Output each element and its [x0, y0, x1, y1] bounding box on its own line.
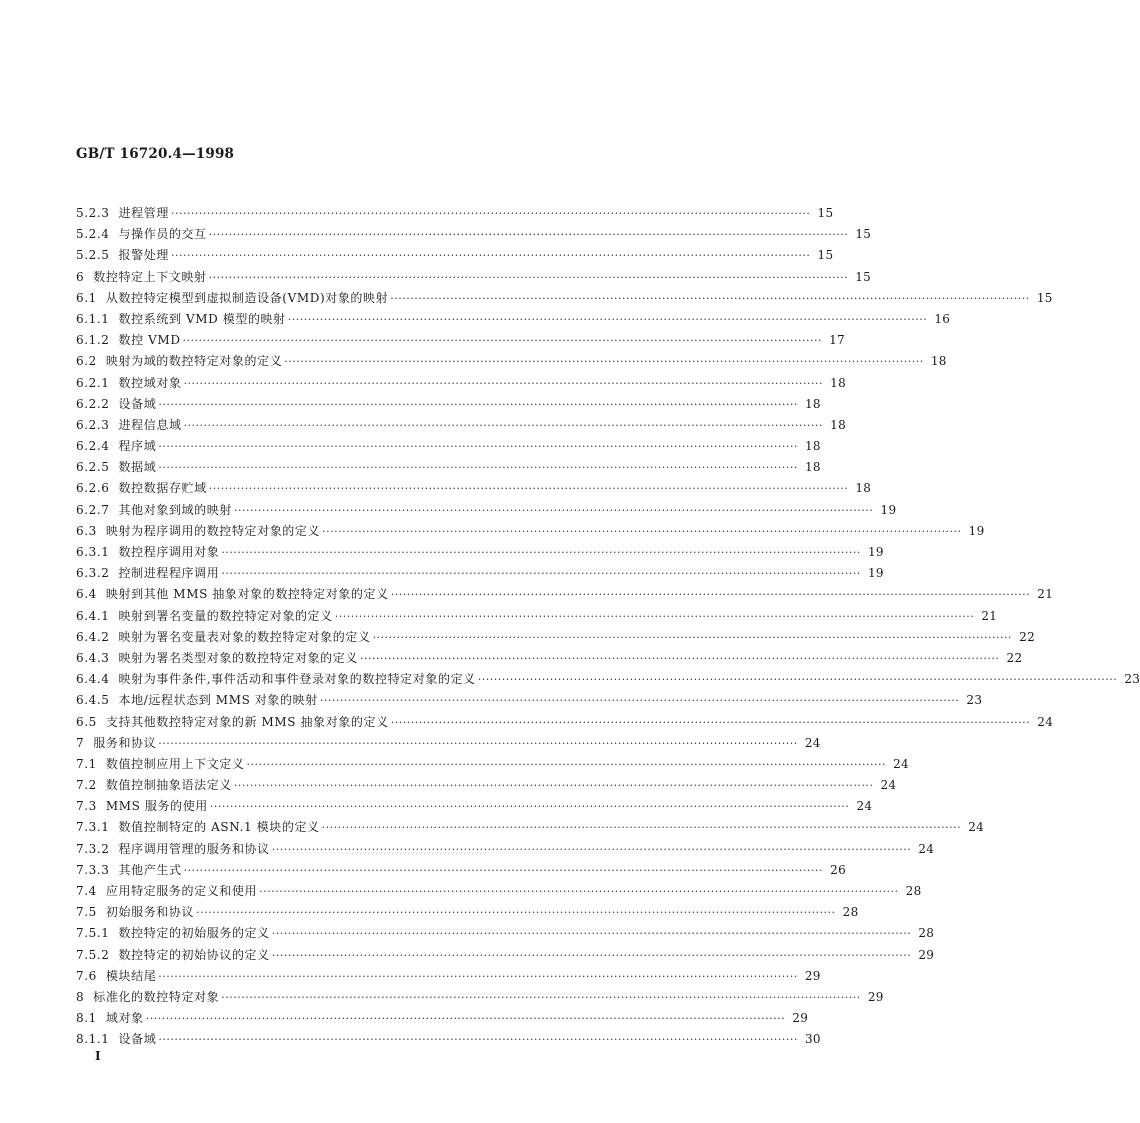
- toc-entry-page: 28: [918, 926, 935, 941]
- toc-entry[interactable]: [76, 585, 1054, 606]
- toc-entry-page: 29: [867, 989, 884, 1004]
- toc-entry-page: 28: [842, 905, 859, 920]
- toc-entry[interactable]: [76, 352, 947, 373]
- toc-entry-number: 6.2.4: [76, 439, 110, 454]
- toc-entry-number: 5.2.4: [76, 227, 110, 242]
- standard-code-header: GB/T 16720.4—1998: [76, 146, 235, 162]
- toc-entry-page: 24: [968, 820, 985, 835]
- toc-entry-page: 15: [855, 269, 872, 284]
- dot-leader: ································································································································································: [158, 440, 798, 454]
- toc-entry-number: 7.3.2: [76, 841, 110, 856]
- dot-leader: ································································································································································: [182, 334, 822, 348]
- toc-entry[interactable]: [76, 967, 821, 988]
- toc-entry-number: 6.2.6: [76, 481, 110, 496]
- toc-entry-title: 模块结尾: [105, 968, 157, 983]
- toc-entry-number: 6.4.1: [76, 608, 110, 623]
- toc-entry-title: 标准化的数控特定对象: [93, 989, 220, 1004]
- toc-entry-page: 24: [856, 799, 873, 814]
- toc-entry-title: 程序调用管理的服务和协议: [118, 841, 270, 856]
- toc-entry-number: 8.1.1: [76, 1032, 110, 1047]
- toc-entry-page: 29: [792, 1011, 809, 1026]
- toc-entry-title: 从数控特定模型到虚拟制造设备(VMD)对象的映射: [105, 290, 389, 305]
- toc-entry-page: 22: [1006, 650, 1023, 665]
- toc-entry-title: 初始服务和协议: [105, 905, 195, 920]
- toc-entry-title: 域对象: [105, 1011, 144, 1026]
- toc-entry-page: 24: [804, 735, 821, 750]
- toc-entry-page: 24: [1037, 714, 1054, 729]
- toc-entry-title: 映射为域的数控特定对象的定义: [105, 354, 283, 369]
- toc-entry-number: 8.1: [76, 1011, 97, 1026]
- dot-leader: ································································································································································: [208, 270, 849, 284]
- dot-leader: ································································································································································: [372, 630, 1013, 644]
- toc-entry[interactable]: [76, 522, 985, 543]
- toc-entry-page: 19: [867, 566, 884, 581]
- dot-leader: ································································································································································: [221, 990, 861, 1004]
- toc-entry-page: 24: [918, 841, 935, 856]
- toc-entry-page: 21: [981, 608, 998, 623]
- toc-entry[interactable]: [76, 501, 897, 522]
- toc-entry-page: 16: [934, 311, 951, 326]
- toc-entry-page: 30: [804, 1032, 821, 1047]
- toc-entry-number: 6.2: [76, 354, 97, 369]
- toc-entry-number: 6.3: [76, 523, 97, 538]
- dot-leader: ································································································································································: [183, 863, 824, 877]
- toc-entry[interactable]: [76, 543, 884, 564]
- dot-leader: ································································································································································: [170, 249, 811, 263]
- toc-entry-page: 17: [829, 333, 845, 348]
- toc-entry[interactable]: [76, 861, 847, 882]
- toc-entry[interactable]: [76, 903, 859, 924]
- toc-entry[interactable]: [76, 607, 998, 628]
- toc-entry-page: 28: [905, 884, 922, 898]
- toc-entry-number: 7.3.1: [76, 820, 110, 835]
- toc-entry-title: 映射为署名变量表对象的数控特定对象的定义: [118, 629, 371, 644]
- toc-entry-page: 18: [804, 439, 821, 454]
- toc-entry-title: 数控特定上下文映射: [93, 269, 207, 284]
- dot-leader: ································································································································································: [221, 567, 861, 581]
- table-of-contents: [76, 204, 1140, 1052]
- toc-entry-number: 7.5.2: [76, 947, 110, 962]
- toc-entry-title: 本地/远程状态到 MMS 对象的映射: [118, 693, 318, 708]
- dot-leader: ································································································································································: [158, 969, 798, 983]
- toc-entry[interactable]: [76, 225, 872, 246]
- toc-entry-number: 6.4.3: [76, 650, 110, 665]
- toc-entry-title: 设备域: [118, 396, 157, 411]
- toc-entry[interactable]: [76, 564, 884, 585]
- toc-entry-number: 5.2.3: [76, 206, 110, 220]
- toc-entry-number: 7.2: [76, 778, 97, 793]
- page-number-marker: I: [95, 1049, 101, 1063]
- toc-entry[interactable]: [76, 289, 1053, 310]
- toc-entry-title: MMS 服务的使用: [105, 799, 208, 814]
- toc-entry-page: 24: [893, 756, 909, 771]
- toc-entry[interactable]: [76, 670, 1140, 691]
- dot-leader: ································································································································································: [322, 524, 962, 538]
- toc-entry-title: 映射为程序调用的数控特定对象的定义: [105, 523, 321, 538]
- toc-entry-page: 18: [830, 417, 847, 432]
- toc-entry-number: 6.3.1: [76, 545, 110, 559]
- toc-entry-page: 18: [804, 396, 821, 411]
- toc-entry[interactable]: [76, 204, 834, 225]
- toc-entry-page: 19: [867, 545, 884, 559]
- dot-leader: ································································································································································: [284, 355, 924, 369]
- toc-entry-title: 数控域对象: [118, 375, 182, 390]
- dot-leader: ································································································································································: [271, 842, 912, 856]
- toc-entry-number: 6.1.1: [76, 311, 110, 326]
- toc-entry-number: 7.1: [76, 756, 97, 771]
- dot-leader: ································································································································································: [287, 312, 928, 326]
- toc-entry-number: 7.5: [76, 905, 97, 920]
- toc-entry-number: 6.4.4: [76, 672, 110, 687]
- toc-entry[interactable]: [76, 946, 935, 967]
- toc-entry-page: 18: [930, 354, 947, 369]
- toc-entry[interactable]: [76, 395, 821, 416]
- toc-entry-page: 19: [968, 523, 985, 538]
- dot-leader: ································································································································································: [208, 482, 849, 496]
- toc-entry-title: 映射为署名类型对象的数控特定对象的定义: [118, 650, 358, 665]
- toc-entry[interactable]: [76, 628, 1036, 649]
- toc-entry-title: 数值控制特定的 ASN.1 模块的定义: [118, 820, 320, 835]
- toc-entry[interactable]: [76, 416, 847, 437]
- toc-entry-number: 7.3: [76, 799, 97, 814]
- toc-entry[interactable]: [76, 797, 873, 818]
- dot-leader: ································································································································································: [196, 906, 836, 920]
- toc-entry-title: 支持其他数控特定对象的新 MMS 抽象对象的定义: [105, 714, 389, 729]
- dot-leader: ································································································································································: [183, 376, 824, 390]
- dot-leader: ································································································································································: [390, 291, 1030, 305]
- dot-leader: ································································································································································: [359, 651, 1000, 665]
- toc-entry-title: 数控 VMD: [118, 333, 181, 348]
- toc-entry[interactable]: [76, 734, 821, 755]
- toc-entry-page: 15: [817, 206, 834, 220]
- toc-entry[interactable]: [76, 882, 922, 903]
- toc-entry-number: 8: [76, 989, 85, 1004]
- toc-entry-page: 15: [817, 248, 834, 263]
- dot-leader: ································································································································································: [271, 948, 912, 962]
- toc-entry-page: 15: [1036, 290, 1053, 305]
- dot-leader: ································································································································································: [158, 397, 798, 411]
- toc-entry-number: 7.5.1: [76, 926, 110, 941]
- toc-entry-title: 其他产生式: [118, 862, 182, 877]
- toc-entry-title: 数值控制应用上下文定义: [105, 756, 245, 771]
- toc-entry-title: 数控程序调用对象: [118, 545, 220, 559]
- toc-entry-number: 6.4: [76, 587, 97, 602]
- toc-entry[interactable]: [76, 374, 847, 395]
- toc-entry-title: 进程信息域: [118, 417, 182, 432]
- toc-entry-title: 数控数据存贮域: [118, 481, 207, 496]
- toc-entry-title: 数据域: [118, 460, 157, 475]
- dot-leader: ································································································································································: [233, 779, 874, 793]
- toc-entry-page: 26: [830, 862, 847, 877]
- toc-entry-number: 7.3.3: [76, 862, 110, 877]
- toc-entry-number: 6.2.7: [76, 502, 110, 517]
- toc-entry[interactable]: [76, 1030, 821, 1051]
- toc-entry-page: 21: [1037, 587, 1054, 602]
- toc-entry[interactable]: [76, 691, 983, 712]
- toc-entry-title: 服务和协议: [93, 735, 157, 750]
- dot-leader: ································································································································································: [390, 588, 1031, 602]
- dot-leader: ································································································································································: [334, 609, 975, 623]
- toc-entry-page: 29: [804, 968, 821, 983]
- toc-entry[interactable]: [76, 331, 845, 352]
- toc-entry-number: 6.1.2: [76, 333, 110, 348]
- dot-leader: ································································································································································: [259, 885, 899, 898]
- toc-entry-title: 数控特定的初始服务的定义: [118, 926, 270, 941]
- toc-entry-number: 6.5: [76, 714, 97, 729]
- dot-leader: ································································································································································: [208, 228, 849, 242]
- dot-leader: ································································································································································: [209, 800, 850, 814]
- toc-entry[interactable]: [76, 437, 821, 458]
- toc-entry-number: 5.2.5: [76, 248, 110, 263]
- toc-entry-number: 7.4: [76, 884, 97, 898]
- dot-leader: ································································································································································: [271, 927, 912, 941]
- toc-entry[interactable]: [76, 818, 985, 839]
- toc-entry-page: 18: [804, 460, 821, 475]
- toc-entry-number: 6.2.2: [76, 396, 110, 411]
- toc-entry[interactable]: [76, 840, 935, 861]
- dot-leader: ································································································································································: [183, 418, 824, 432]
- toc-entry-page: 19: [880, 502, 897, 517]
- dot-leader: ································································································································································: [158, 736, 798, 750]
- toc-entry[interactable]: [76, 479, 872, 500]
- toc-entry-page: 29: [918, 947, 935, 962]
- toc-entry-page: 15: [855, 227, 872, 242]
- toc-entry-page: 18: [830, 375, 847, 390]
- toc-entry-title: 映射到署名变量的数控特定对象的定义: [118, 608, 333, 623]
- toc-entry[interactable]: [76, 713, 1054, 734]
- toc-entry-title: 映射为事件条件,事件活动和事件登录对象的数控特定对象的定义: [118, 672, 476, 687]
- toc-entry-title: 映射到其他 MMS 抽象对象的数控特定对象的定义: [105, 587, 389, 602]
- toc-entry[interactable]: [76, 649, 1023, 670]
- toc-entry-number: 6.2.1: [76, 375, 110, 390]
- dot-leader: ································································································································································: [221, 546, 861, 559]
- toc-entry-title: 应用特定服务的定义和使用: [105, 884, 258, 898]
- dot-leader: ································································································································································: [145, 1012, 786, 1026]
- toc-entry-title: 程序域: [118, 439, 157, 454]
- toc-entry-number: 6.2.3: [76, 417, 110, 432]
- dot-leader: ································································································································································: [158, 1033, 798, 1047]
- toc-entry-page: 23: [1124, 672, 1140, 687]
- toc-entry-number: 6.2.5: [76, 460, 110, 475]
- toc-entry[interactable]: [76, 268, 872, 289]
- toc-entry-number: 7: [76, 735, 85, 750]
- toc-entry-title: 数控特定的初始协议的定义: [118, 947, 270, 962]
- toc-entry-title: 其他对象到域的映射: [118, 502, 232, 517]
- toc-entry-page: 22: [1019, 629, 1036, 644]
- dot-leader: ································································································································································: [477, 673, 1118, 687]
- toc-entry[interactable]: [76, 310, 951, 331]
- toc-entry-title: 与操作员的交互: [118, 227, 207, 242]
- toc-entry-title: 报警处理: [118, 248, 169, 263]
- dot-leader: ································································································································································: [233, 503, 874, 517]
- toc-entry[interactable]: [76, 755, 909, 776]
- toc-entry-title: 控制进程程序调用: [118, 566, 220, 581]
- toc-entry[interactable]: [76, 458, 821, 479]
- toc-entry-number: 6.1: [76, 290, 97, 305]
- toc-entry[interactable]: [76, 246, 834, 267]
- dot-leader: ································································································································································: [390, 715, 1031, 729]
- toc-entry-number: 6.4.5: [76, 693, 110, 708]
- toc-entry-number: 6.3.2: [76, 566, 110, 581]
- toc-entry[interactable]: [76, 924, 935, 945]
- dot-leader: ································································································································································: [321, 821, 962, 835]
- toc-entry-page: 23: [966, 693, 983, 708]
- toc-entry-title: 设备域: [118, 1032, 157, 1047]
- toc-entry-title: 进程管理: [118, 206, 169, 220]
- toc-entry-title: 数值控制抽象语法定义: [105, 778, 232, 793]
- toc-entry-page: 18: [855, 481, 872, 496]
- toc-entry-title: 数控系统到 VMD 模型的映射: [118, 311, 286, 326]
- toc-entry[interactable]: [76, 1009, 809, 1030]
- dot-leader: ································································································································································: [246, 757, 886, 771]
- dot-leader: ································································································································································: [170, 207, 811, 220]
- toc-entry-number: 6.4.2: [76, 629, 110, 644]
- toc-entry-number: 7.6: [76, 968, 97, 983]
- dot-leader: ································································································································································: [158, 461, 798, 475]
- dot-leader: ································································································································································: [319, 694, 960, 708]
- toc-entry[interactable]: [76, 776, 897, 797]
- toc-entry[interactable]: [76, 988, 884, 1009]
- toc-entry-number: 6: [76, 269, 85, 284]
- toc-entry-page: 24: [880, 778, 897, 793]
